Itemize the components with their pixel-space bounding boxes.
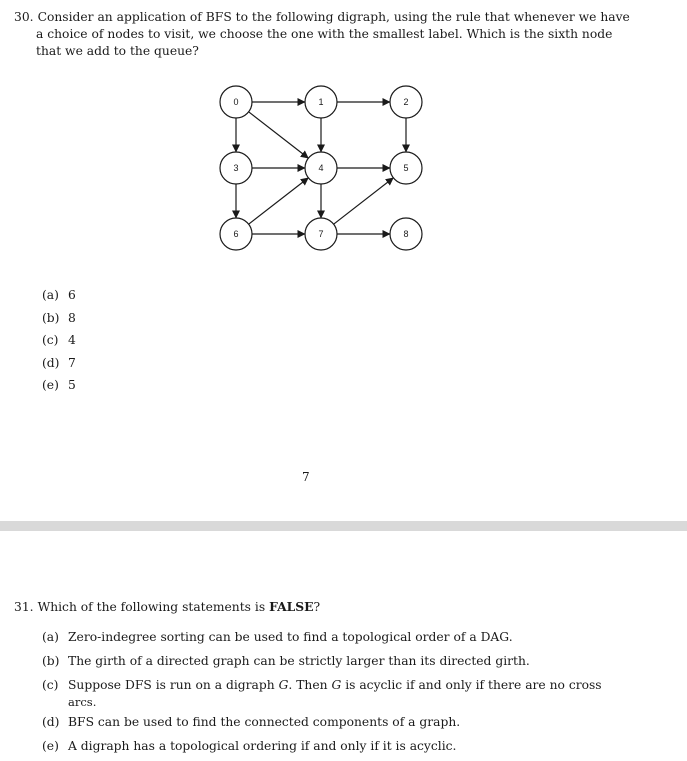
- node-label-3: 3: [233, 163, 239, 173]
- choice-b[interactable]: (b) 8: [42, 310, 76, 325]
- prompt-line-2: a choice of nodes to visit, we choose the one with the smallest label. Which is the sixth node: [36, 27, 613, 41]
- edge-6-to-4: [249, 178, 308, 224]
- choice-c[interactable]: (c) 4: [42, 333, 76, 347]
- digraph-figure: [213, 82, 428, 254]
- question-31-choices: [42, 628, 642, 761]
- choice-a[interactable]: (a) Zero-indegree sorting can be used to find a topological order of a DAG.: [42, 630, 513, 644]
- node-label-5: 5: [403, 163, 409, 173]
- choice-d[interactable]: (d) BFS can be used to find the connected components of a graph.: [42, 715, 461, 729]
- choice-e[interactable]: (e) A digraph has a topological ordering if and only if it is acyclic.: [42, 739, 457, 753]
- question-number: 30.: [14, 10, 34, 24]
- node-label-0: 0: [233, 97, 239, 107]
- question-30-choices: [42, 286, 76, 399]
- node-label-2: 2: [403, 97, 409, 107]
- question-number: 31.: [14, 600, 34, 614]
- choice-d[interactable]: (d) 7: [42, 355, 76, 370]
- node-label-6: 6: [233, 229, 239, 239]
- prompt-line-3: that we add to the queue?: [36, 44, 199, 58]
- node-label-1: 1: [318, 97, 324, 107]
- node-label-8: 8: [403, 229, 409, 239]
- edge-7-to-5: [334, 178, 393, 224]
- question-30-prompt: [14, 9, 634, 60]
- page-number: 7: [302, 470, 310, 484]
- choice-c[interactable]: (c) Suppose DFS is run on a digraph G. Then G is acyclic if and only if there are no cross arcs.: [42, 678, 602, 709]
- choice-b[interactable]: (b) The girth of a directed graph can be strictly larger than its directed girth.: [42, 654, 530, 668]
- page-divider: [0, 521, 687, 531]
- node-label-7: 7: [318, 229, 324, 239]
- prompt-line-1: Consider an application of BFS to the following digraph, using the rule that whenever we have: [37, 10, 630, 24]
- emphasis-false: FALSE: [269, 599, 314, 614]
- edge-0-to-4: [249, 112, 308, 158]
- question-31-prompt: 31. Which of the following statements is FALSE?: [14, 599, 321, 614]
- choice-e[interactable]: (e) 5: [42, 378, 76, 392]
- node-label-4: 4: [318, 163, 324, 173]
- choice-a[interactable]: (a) 6: [42, 288, 76, 302]
